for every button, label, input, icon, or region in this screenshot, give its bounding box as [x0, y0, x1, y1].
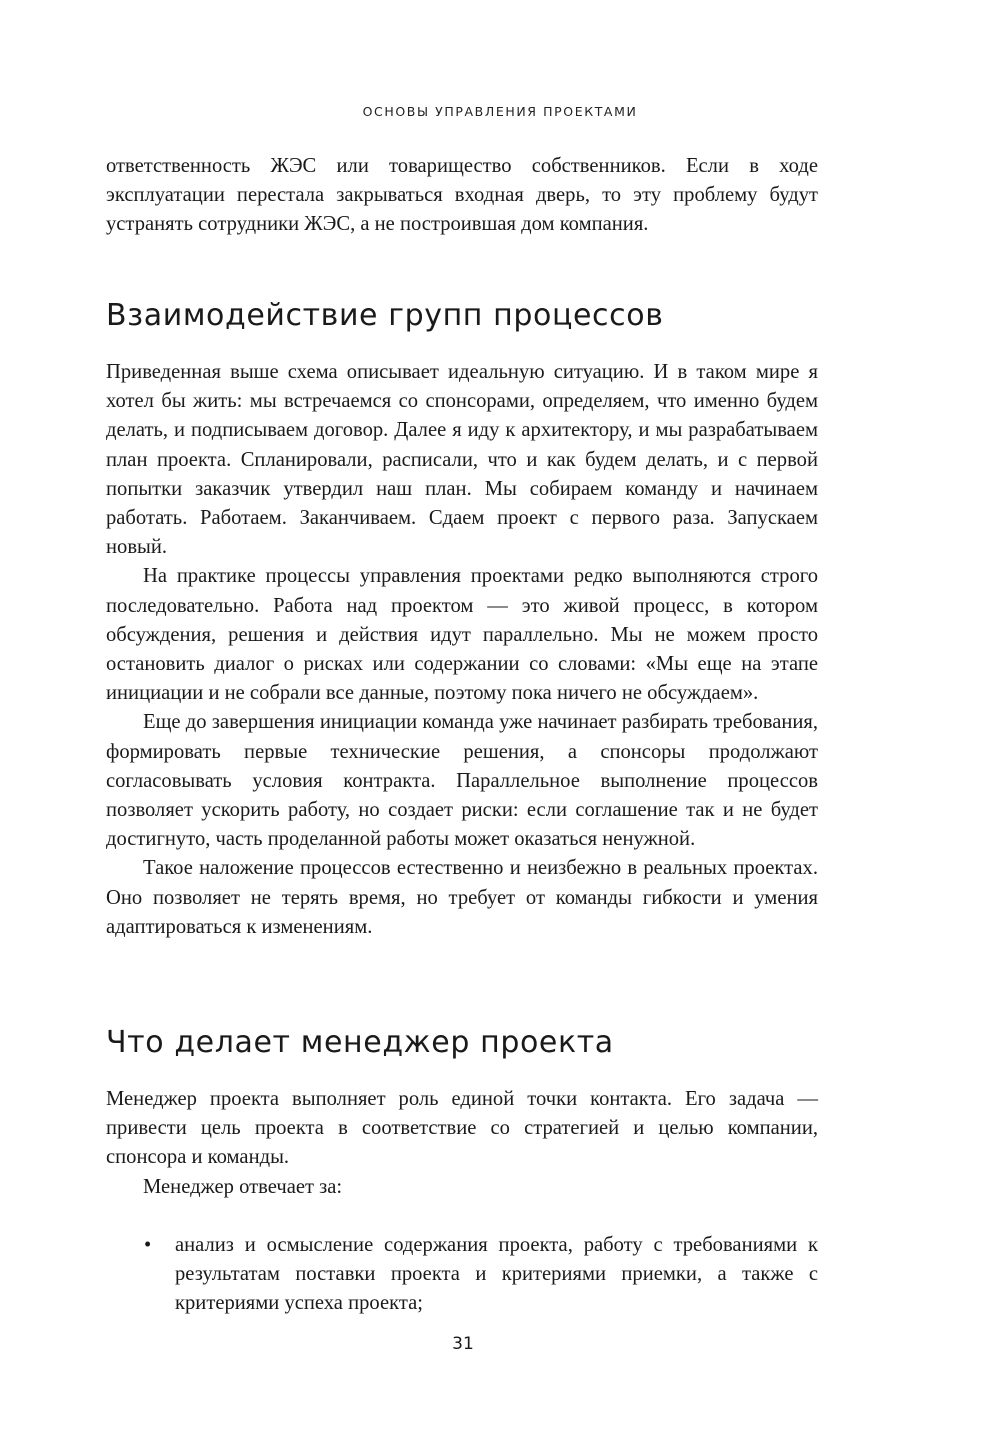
- intro-paragraph-block: [106, 152, 818, 240]
- paragraph: Еще до завершения инициации команда уже начинает разбирать требования, формировать первые технические решения, а спонсоры продолжают согласовывать условия контракта. Параллельное выполнение процессов позволяет ускорить работу, но создает риски: если соглашение так и не будет достигнуто, часть проделанной работы может оказаться ненужной.: [106, 711, 818, 851]
- paragraph: Менеджер проекта выполняет роль единой точки контакта. Его задача — привести цель проекта в соответствие со стратегией и целью компании, спонсора и команды.: [106, 1088, 818, 1169]
- section-heading-project-manager: Что делает менеджер проекта: [106, 1025, 614, 1060]
- page-number: 31: [452, 1334, 474, 1354]
- section-process-groups-body: [106, 358, 818, 942]
- running-head: ОСНОВЫ УПРАВЛЕНИЯ ПРОЕКТАМИ: [362, 104, 638, 119]
- bullet-text: анализ и осмысление содержания проекта, работу с требованиями к результатам поставки проекта и критериями приемки, а также с критериями успеха проекта;: [175, 1234, 818, 1315]
- section-project-manager-body: [106, 1085, 818, 1202]
- paragraph: Приведенная выше схема описывает идеальную ситуацию. И в таком мире я хотел бы жить: мы встречаемся со спонсорами, определяем, что именно будем делать, и подписываем договор. Далее я иду к архитектору, и мы разрабатываем план проекта. Спланировали, расписали, что и как будем делать, и с первой попытки заказчик утвердил наш план. Мы собираем команду и начинаем работать. Работаем. Заканчиваем. Сдаем проект с первого раза. Запускаем новый.: [106, 361, 818, 559]
- paragraph: На практике процессы управления проектами редко выполняются строго последовательно. Работа над проектом — это живой процесс, в котором обсуждения, решения и действия идут параллельно. Мы не можем просто остановить диалог о рисках или содержании со словами: «Мы еще на этапе инициации и не собрали все данные, поэтому пока ничего не обсуждаем».: [106, 565, 818, 705]
- bullet-marker-icon: •: [144, 1234, 152, 1256]
- section-heading-process-groups: Взаимодействие групп процессов: [106, 298, 664, 333]
- paragraph: Менеджер отвечает за:: [143, 1175, 343, 1198]
- intro-paragraph: ответственность ЖЭС или товарищество собственников. Если в ходе эксплуатации перестала закрываться входная дверь, то эту проблему будут устранять сотрудники ЖЭС, а не построившая дом компания.: [106, 155, 818, 236]
- paragraph: Такое наложение процессов естественно и неизбежно в реальных проектах. Оно позволяет не терять время, но требует от команды гибкости и умения адаптироваться к изменениям.: [106, 857, 818, 938]
